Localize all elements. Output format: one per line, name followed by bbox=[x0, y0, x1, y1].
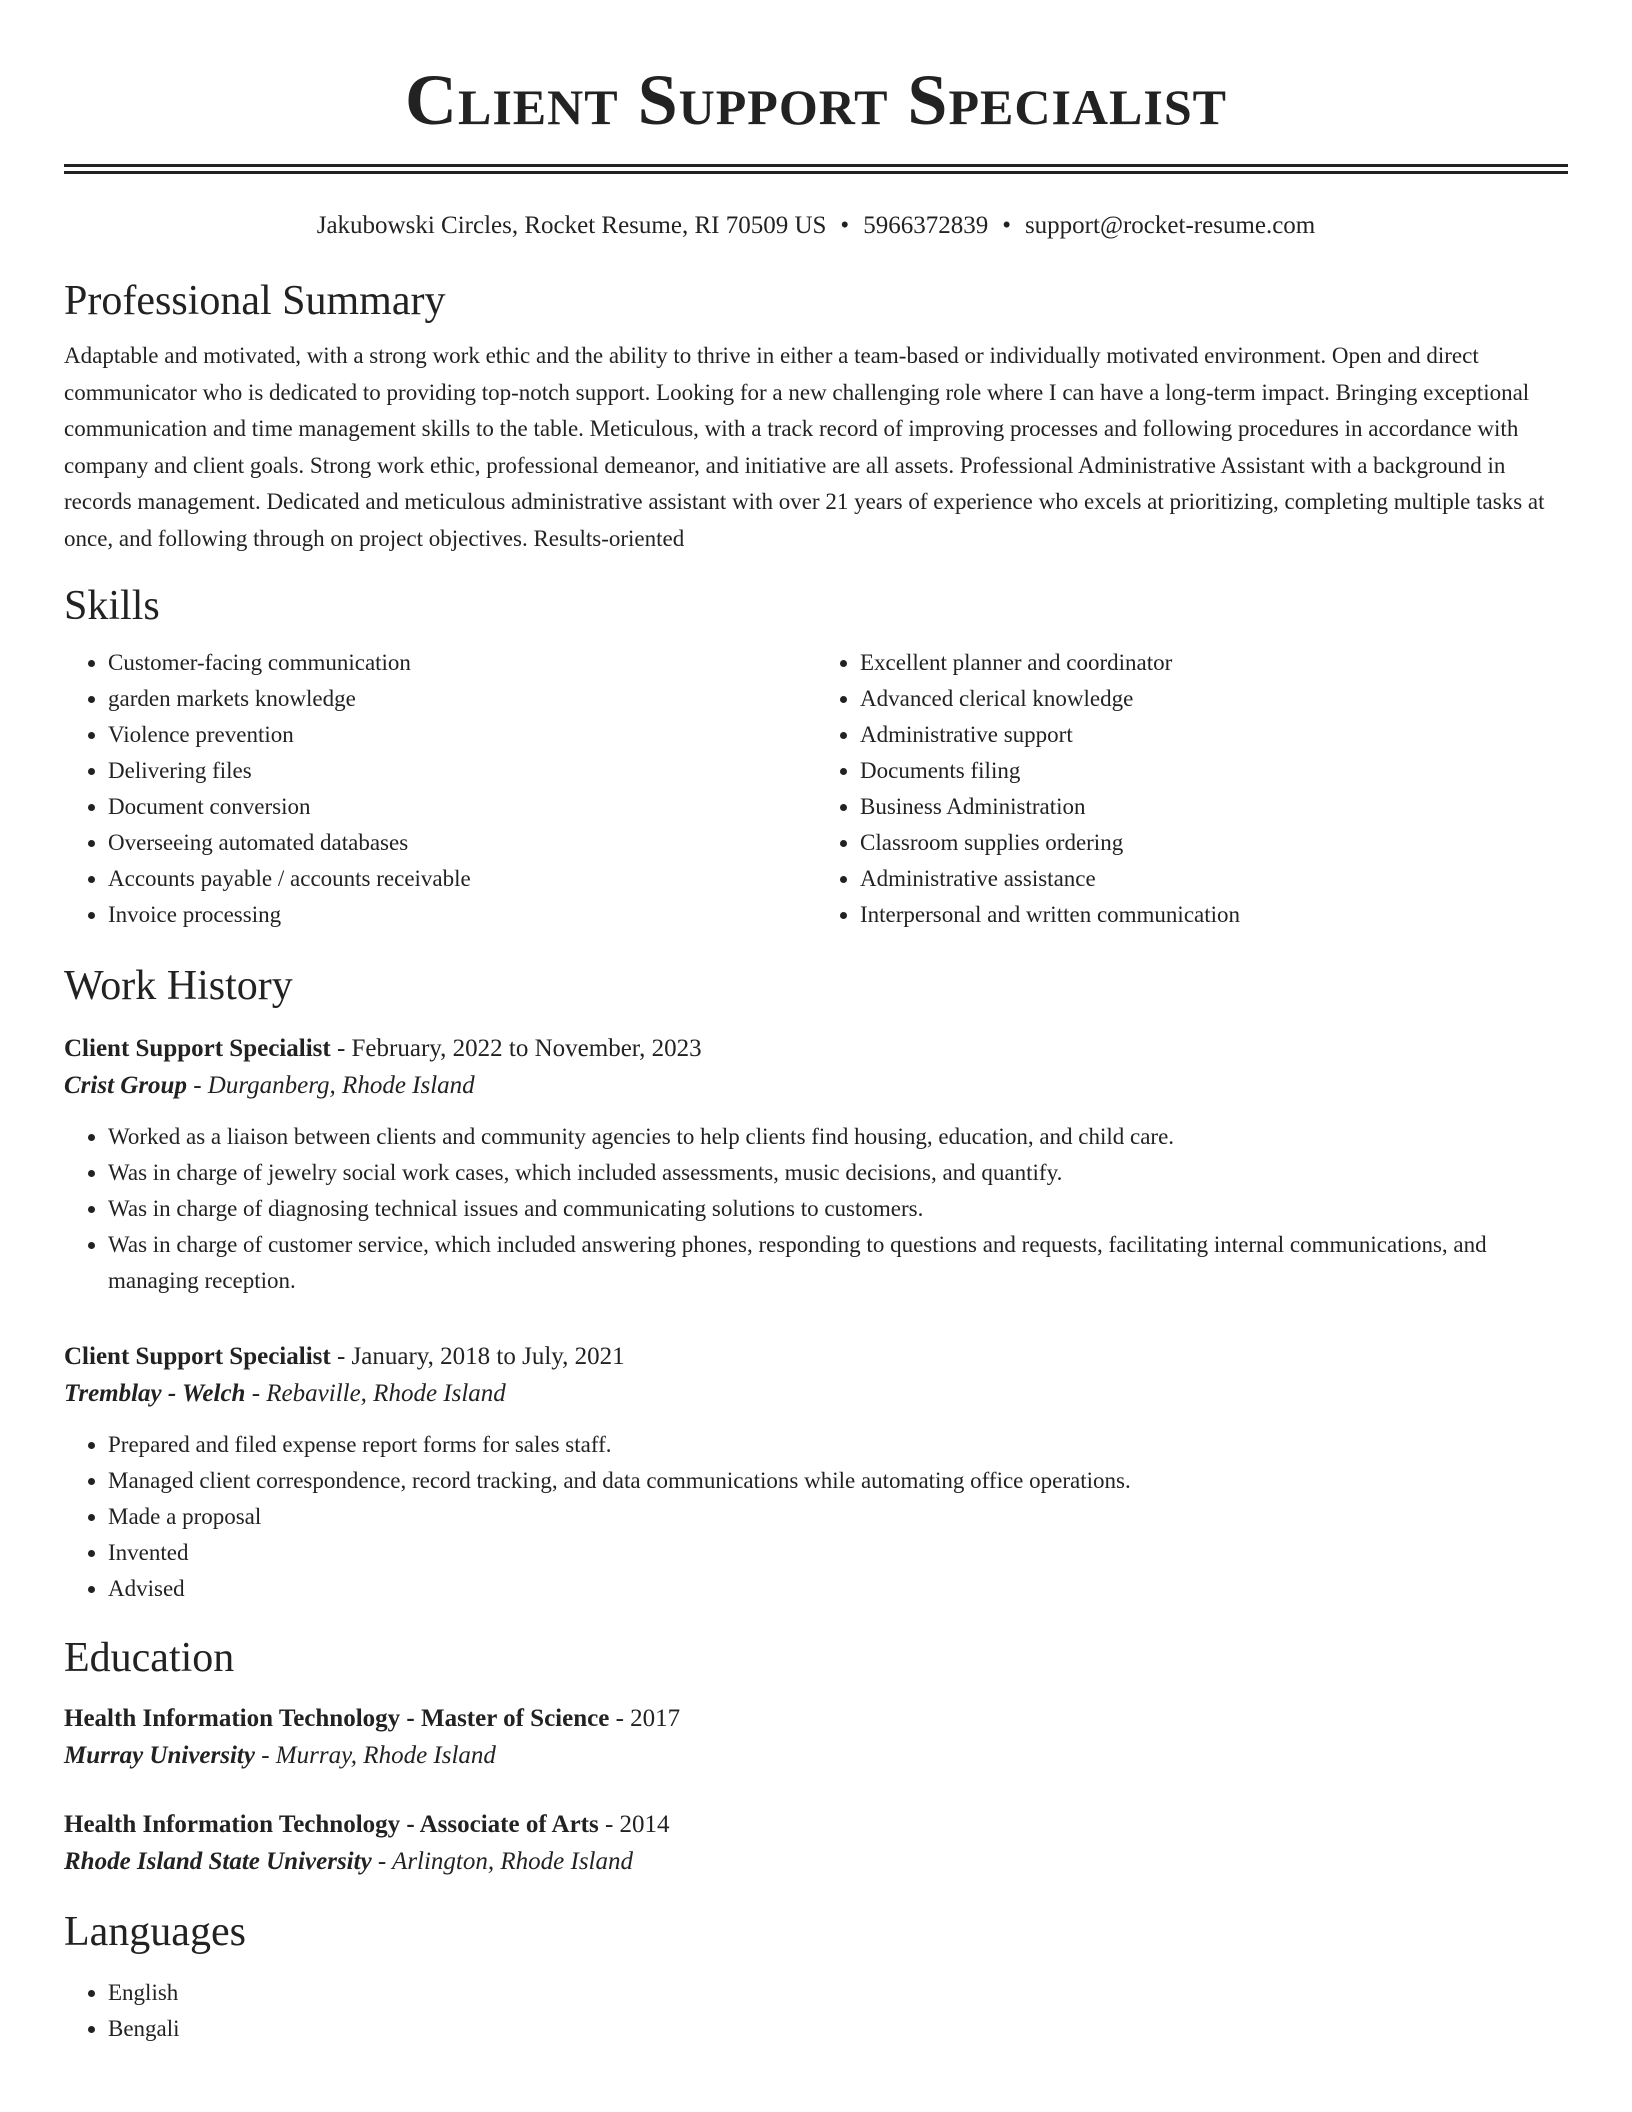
job-entry bbox=[64, 1339, 1568, 1607]
school-name: Murray University bbox=[64, 1742, 255, 1769]
contact-line bbox=[64, 210, 1568, 242]
skill-item: • Excellent planner and coordinator bbox=[860, 645, 1568, 681]
job-bullet: • Made a proposal bbox=[108, 1499, 1568, 1535]
school-line bbox=[64, 1737, 1568, 1775]
job-bullet: • Managed client correspondence, record tracking, and data communications while automating office operations. bbox=[108, 1463, 1568, 1499]
education-entry bbox=[64, 1701, 1568, 1775]
job-bullet: • Was in charge of jewelry social work cases, which included assessments, music decisions, and quantify. bbox=[108, 1155, 1568, 1191]
skill-item: • Violence prevention bbox=[108, 717, 816, 753]
summary-text: Adaptable and motivated, with a strong work ethic and the ability to thrive in either a team-based or individually motivated environment. Open and direct communicator who is dedicated to providing top-notch support. Looking for a new challenging role where I can have a long-term impact. Bringing exceptional communication and time management skills to the table. Meticulous, with a track record of improving processes and following procedures in accordance with company and client goals. Strong work ethic, professional demeanor, and initiative are all assets. Professional Administrative Assistant with a background in records management. Dedicated and meticulous administrative assistant with over 21 years of experience who excels at prioritizing, completing multiple tasks at once, and following through on project objectives. Results-oriented bbox=[64, 343, 1545, 551]
contact-address: Jakubowski Circles, Rocket Resume, RI 70509 US bbox=[316, 212, 827, 239]
contact-separator: • bbox=[1002, 212, 1011, 239]
skill-item: • Administrative assistance bbox=[860, 861, 1568, 897]
degree-line bbox=[64, 1807, 1568, 1843]
skill-item: • Administrative support bbox=[860, 717, 1568, 753]
summary-heading: Professional Summary bbox=[64, 278, 446, 324]
skill-item: • Customer-facing communication bbox=[108, 645, 816, 681]
skill-item: • Overseeing automated databases bbox=[108, 825, 816, 861]
job-title-line bbox=[64, 1031, 1568, 1067]
job-title: Client Support Specialist bbox=[64, 1035, 331, 1062]
job-bullet: • Was in charge of customer service, which included answering phones, responding to questions and requests, facilitating internal communications, and managing reception. bbox=[108, 1227, 1568, 1299]
job-company-line bbox=[64, 1375, 1568, 1413]
skill-item: • Documents filing bbox=[860, 753, 1568, 789]
job-bullet: • Advised bbox=[108, 1571, 1568, 1607]
job-entry bbox=[64, 1031, 1568, 1299]
skill-item: • Interpersonal and written communication bbox=[860, 897, 1568, 933]
job-bullets bbox=[64, 1427, 1568, 1607]
job-bullet: • Was in charge of diagnosing technical issues and communicating solutions to customers. bbox=[108, 1191, 1568, 1227]
skill-item: • Delivering files bbox=[108, 753, 816, 789]
job-company: Crist Group bbox=[64, 1072, 187, 1099]
skill-item: • garden markets knowledge bbox=[108, 681, 816, 717]
degree-line bbox=[64, 1701, 1568, 1737]
school-location: - Murray, Rhode Island bbox=[254, 1742, 496, 1769]
job-dates: - February, 2022 to November, 2023 bbox=[330, 1035, 702, 1062]
degree-year: - 2014 bbox=[598, 1811, 670, 1838]
skill-item: • Invoice processing bbox=[108, 897, 816, 933]
resume-title: Client Support Specialist bbox=[404, 60, 1227, 140]
skills-list-left bbox=[64, 645, 816, 933]
work-history-section bbox=[64, 961, 1568, 1607]
language-item: • Bengali bbox=[108, 2011, 1568, 2047]
language-item: • English bbox=[108, 1975, 1568, 2011]
degree-name: Health Information Technology - Associate of Arts bbox=[64, 1811, 599, 1838]
job-bullet: • Worked as a liaison between clients and community agencies to help clients find housing, education, and child care. bbox=[108, 1119, 1568, 1155]
job-company: Tremblay - Welch bbox=[64, 1380, 246, 1407]
skills-list-right bbox=[816, 645, 1568, 933]
skills-columns bbox=[64, 645, 1568, 933]
degree-year: - 2017 bbox=[609, 1705, 681, 1732]
languages-heading: Languages bbox=[64, 1909, 246, 1955]
job-location: - Durganberg, Rhode Island bbox=[186, 1072, 475, 1099]
skill-item: • Classroom supplies ordering bbox=[860, 825, 1568, 861]
job-dates: - January, 2018 to July, 2021 bbox=[330, 1343, 625, 1370]
education-heading: Education bbox=[64, 1635, 235, 1681]
education-section bbox=[64, 1633, 1568, 1881]
summary-section bbox=[64, 276, 1568, 557]
skill-item: • Business Administration bbox=[860, 789, 1568, 825]
languages-section bbox=[64, 1907, 1568, 2047]
degree-name: Health Information Technology - Master of Science bbox=[64, 1705, 610, 1732]
languages-list bbox=[64, 1975, 1568, 2047]
contact-email: support@rocket-resume.com bbox=[1024, 212, 1316, 239]
contact-phone: 5966372839 bbox=[863, 212, 989, 239]
job-bullets bbox=[64, 1119, 1568, 1299]
job-company-line bbox=[64, 1067, 1568, 1105]
job-location: - Rebaville, Rhode Island bbox=[245, 1380, 506, 1407]
skill-item: • Advanced clerical knowledge bbox=[860, 681, 1568, 717]
skill-item: • Accounts payable / accounts receivable bbox=[108, 861, 816, 897]
job-bullet: • Invented bbox=[108, 1535, 1568, 1571]
job-title: Client Support Specialist bbox=[64, 1343, 331, 1370]
contact-separator: • bbox=[840, 212, 850, 239]
school-location: - Arlington, Rhode Island bbox=[371, 1848, 633, 1875]
skill-item: • Document conversion bbox=[108, 789, 816, 825]
education-entry bbox=[64, 1807, 1568, 1881]
job-title-line bbox=[64, 1339, 1568, 1375]
job-bullet: • Prepared and filed expense report forms for sales staff. bbox=[108, 1427, 1568, 1463]
skills-heading: Skills bbox=[64, 583, 160, 629]
school-name: Rhode Island State University bbox=[64, 1848, 372, 1875]
skills-section bbox=[64, 581, 1568, 933]
school-line bbox=[64, 1843, 1568, 1881]
title-double-rule bbox=[64, 164, 1568, 174]
work-history-heading: Work History bbox=[64, 963, 293, 1009]
